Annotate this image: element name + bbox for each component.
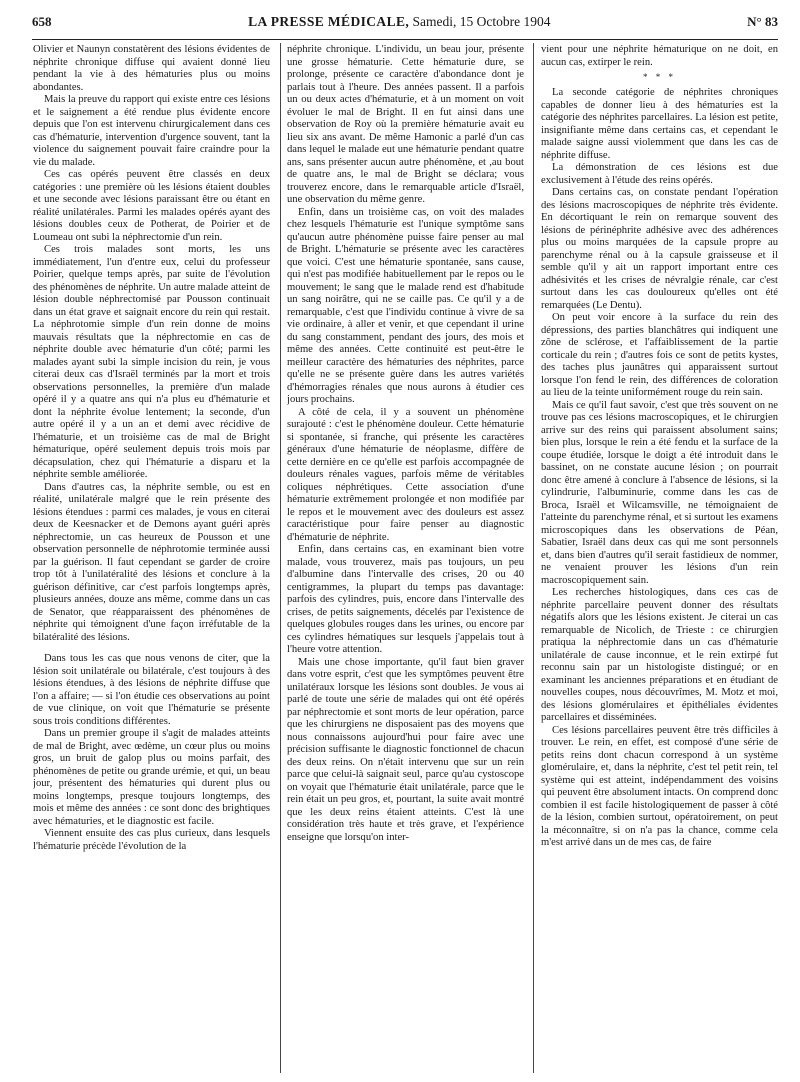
paragraph: Ces cas opérés peuvent être classés en deux catégories : une première où les lésions étaient doubles et une seconde avec lésions paraissant être ou étant en réalité unilatérales. Parmi les malades opérés ayant des lésions doubles ceux de Potherat, de Poirier et de Loumeau ont subi la néphrectomie d'un rein.	[33, 169, 270, 243]
section-separator: * * *	[643, 72, 676, 82]
paragraph: Les recherches histologiques, dans ces cas de néphrite parcellaire peuvent donner des résultats négatifs alors que les lésions existent. Je citerai un cas remarquable de Nicolich, de Trieste : ce chirurgien pratiqua la néphrectomie dans un cas d'hématurie unilatérale de cause inconnue, et le rein extirpé fut reconnu sain par un histologiste distingué; or en examinant les anciennes préparations et en étudiant de nouvelles coupes, nous découvrîmes, M. Motz et moi, des lésions glomérulaires et épithéliales évidentes parcellaires et disséminées.	[541, 587, 778, 723]
journal-name: LA PRESSE MÉDICALE,	[248, 14, 410, 29]
section-gap	[33, 644, 270, 653]
paragraph: Mais ce qu'il faut savoir, c'est que très souvent on ne trouve pas ces lésions macroscopiques, et le chirurgien arrive sur des reins qui paraissent absolument sains; bien plus, lorsque le rein a été fendu et la surface de la coupe étudiée, lorsque le doigt a été introduit dans le bassinet, on ne constate aucune lésion ; on pourrait donc être amené à conclure à l'absence de lésions, si la cylindrurie, l'albuminurie, comme dans les cas de Broca, Israël et Wilcamsville, ne témoignaient de l'atteinte du parenchyme rénal, et si surtout les examens microscopiques dans les observations de Péan, Sabatier, Israël dans deux cas qui me sont personnels et, dans bien d'autres qu'il serait fastidieux de nommer, ne venaient prouver les lésions d'un rein macroscopiquement sain.	[541, 399, 778, 586]
running-title	[248, 14, 550, 30]
page-header	[32, 14, 778, 38]
header-rule	[32, 39, 778, 40]
paragraph: La démonstration de ces lésions est due exclusivement à l'étude des reins opérés.	[541, 162, 778, 186]
paragraph: vient pour une néphrite hématurique on ne doit, en aucun cas, extirper le rein.	[541, 44, 778, 68]
paragraph: Enfin, dans un troisième cas, on voit des malades chez lesquels l'hématurie est l'unique symptôme sans qu'aucun autre phénomène puisse faire penser au mal de Bright. L'hématurie se présente avec les caractères que voici. C'est une hématurie spontanée, sans cause, qui n'est pas modifiée habituellement par le repos ou le mouvement; le sang que le malade rend est d'habitude un sang noirâtre, qui ne se caille pas. Ce qu'il y a de remarquable, c'est que l'individu continue à vivre de sa vie ordinaire, à aller et venir, et que cependant il urine du sang constamment, pendant des jours, des mois et même des années. Cette continuité est peut-être le meilleur caractère des hématuries des néphrites, parce qu'elle ne se présente guère dans les autres variétés d'hémorragies rénales que nous aurons à étudier ces jours prochains.	[287, 206, 524, 405]
column-divider	[533, 43, 534, 1073]
paragraph: La seconde catégorie de néphrites chroniques capables de donner lieu à des hématuries est la catégorie des néphrites parcellaires. La lésion est petite, insignifiante même dans certains cas, et cependant le malade saigne aussi violemment que dans les cas de néphrite diffuse.	[541, 87, 778, 161]
text-column-2	[287, 44, 524, 1076]
column-divider	[280, 43, 281, 1073]
paragraph: Mais la preuve du rapport qui existe entre ces lésions et le saignement a été rendue plus évidente encore depuis que l'on est intervenu chirurgicalement dans ces cas d'hématurie, intervention d'urgence souvent, tant la violence du saignement pouvait faire craindre pour la vie du malade.	[33, 94, 270, 168]
paragraph: néphrite chronique. L'individu, un beau jour, présente une grosse hématurie. Cette hématurie dure, se prolonge, présente ce caractère d'abondance dont je parlais tout à l'heure. Des années passent. Il a parfois un ou deux actes d'hématurie, et à un moment on voit évoluer le mal de Bright. Il en fut ainsi dans une observation de Roy où la première hématurie avait eu lieu six ans avant. De même Hamonic a parlé d'un cas dans lequel le malade eut une hématurie pendant quatre ans, sans présenter aucun autre phénomène, et ,au bout de quatre ans, le mal de Bright se déclara; vous trouverez encore, dans le remarquable article d'Israël, une observation du même genre.	[287, 44, 524, 205]
text-column-1	[33, 44, 270, 1076]
paragraph: Olivier et Naunyn constatèrent des lésions évidentes de néphrite chronique diffuse qui avaient donné lieu pendant la vie à des hématuries plus ou moins abondantes.	[33, 44, 270, 93]
paragraph: Ces lésions parcellaires peuvent être très difficiles à trouver. Le rein, en effet, est composé d'une série de petits reins dont chacun correspond à un système glomérulaire, et, dans la néphrite, c'est tel petit rein, tel système qui est atteint, indépendamment des voisins qui peuvent être absolument intacts. On comprend donc combien il est facile histologiquement de passer à côté de la lésion, combien surtout, opératoirement, on peut la méconnaître, si on n'a pas la chance, comme cela m'est arrivé dans un de mes cas, de faire	[541, 724, 778, 848]
paragraph: Viennent ensuite des cas plus curieux, dans lesquels l'hématurie précède l'évolution de la	[33, 828, 270, 852]
paragraph: A côté de cela, il y a souvent un phénomène surajouté : c'est le phénomène douleur. Cette hématurie si spontanée, si franche, qui présente les caractères généraux d'une hématurie de néoplasme, diffère de cette dernière en ce qu'elle est parfois accompagnée de douleurs rénales vagues, parfois même de véritables coliques néphrétiques. Cette association d'une hématurie extrêmement prolongée et non modifiée par le repos et le mouvement avec des douleurs est assez caractéristique pour faire penser au diagnostic d'hématurie de néphrite.	[287, 406, 524, 543]
text-column-3	[541, 44, 778, 1076]
issue-date: Samedi, 15 Octobre 1904	[412, 14, 551, 29]
page-number: 658	[32, 14, 52, 29]
paragraph: Ces trois malades sont morts, les uns immédiatement, l'un d'entre eux, celui du professeur Poirier, quelque temps après, par suite de l'évolution des phénomènes de néphrite. Un autre malade atteint de lésion double néphrectomisé par Pousson continuait dans un état grave et saignait encore du rein qui restait. La néphrotomie simple d'un rein donne de moins mauvais résultats que la néphrectomie en cas de néphrite double avec hématurie d'un côté; parmi les malades ayant subi la simple incision du rein, je vous citerai deux cas d'Israël terminés par la mort et trois observations personnelles, la première d'un malade opéré il y a quatre ans qui n'a plus eu d'hématurie et dont la néphrite évolue lentement; la seconde, d'un autre opéré il y a un an et demi avec récidive de l'hématurie, et un troisième cas de mal de Bright hématurique, opéré seulement depuis trois mois par décapsulation, chez qui l'hématurie a disparu et la néphrite semble améliorée.	[33, 244, 270, 480]
paragraph: Enfin, dans certains cas, en examinant bien votre malade, vous trouverez, mais pas toujours, un peu d'albumine dans l'intervalle des crises, 20 ou 40 centigrammes, la plupart du temps pas davantage: parfois des cylindres, puis, encore dans l'intervalle des crises, de petits saignements, décelés par l'existence de quelques globules rouges dans les urines, ou encore par ces cylindres hématiques sur lesquels j'appelais tout à l'heure votre attention.	[287, 544, 524, 655]
paragraph: Dans tous les cas que nous venons de citer, que la lésion soit unilatérale ou bilatérale, c'est toujours à des lésions étendues, à des lésions de néphrite diffuse que l'on a affaire; — si l'on étudie ces observations au point de vue clinique, on voit que l'hématurie se présente sous trois conditions différentes.	[33, 653, 270, 727]
paragraph: Dans un premier groupe il s'agit de malades atteints de mal de Bright, avec œdème, un cœur plus ou moins gros, un bruit de galop plus ou moins parfait, des phénomènes de petite ou grande urémie, et qui, un beau jour, présentent des hématuries qui durent plus ou moins longtemps, presque toujours longtemps, des mois et même des années : ce sont donc des brightiques avec hématuries, et le diagnostic est facile.	[33, 728, 270, 827]
issue-number: N° 83	[747, 14, 778, 29]
paragraph: On peut voir encore à la surface du rein des dépressions, des parties blanchâtres qui indiquent une zône de sclérose, et l'affaiblissement de la partie corticale du rein ; d'autres fois ce sont de petits kystes, des taches plus jaunâtres qui apparaissent surtout lorsque l'on fend le rein, des différences de coloration au lieu de la teinte uniformément rouge du rein sain.	[541, 312, 778, 398]
paragraph: Dans certains cas, on constate pendant l'opération des lésions macroscopiques de néphrite très évidente. En décortiquant le rein on remarque souvent des lésions de périnéphrite adhésive avec des adhérences plus ou moins marquées de la capsule propre au parenchyme rénal ou à la capsule graisseuse et il semble qu'il y ait un rapport important entre ces adhésivités et les crises de névralgie rénale, car c'est surtout dans les cas douloureux qu'elles ont été remarquées (Le Dentu).	[541, 187, 778, 311]
paragraph: Mais une chose importante, qu'il faut bien graver dans votre esprit, c'est que les symptômes peuvent être unilatéraux lorsque les lésions sont doubles. Je vous ai parlé de toute une série de malades qui ont été opérés par néphrectomie et sont morts de leur opération, parce que les chirurgiens ne disposaient pas des moyens que nous connaissons aujourd'hui pour faire avec une précision suffisante le diagnostic fonctionnel de chacun des deux reins. On n'était intervenu que sur un rein parce que celui-là saignait seul, parce qu'au cystoscope on voyait que l'hématurie était unilatérale, parce que le rein était un peu gros, et, pourtant, la suite avait montré que les deux reins étaient atteints. C'est là une considération très haute et très grave, et l'expérience enseigne que lorsqu'on inter-	[287, 656, 524, 843]
paragraph: Dans d'autres cas, la néphrite semble, ou est en réalité, unilatérale malgré que le rein présente des lésions étendues : parmi ces malades, je vous en citerai deux de Keesnacker et de Demons ayant guéri après néphrectomie, un cas heureux de Pousson et une observation personnelle de néphrotomie terminée aussi par la guérison. Il faut cependant se garder de croire trop tôt à l'unilatéralité des lésions et conclure à la guérison définitive, car c'est parfois longtemps après, plusieurs années, douze ans même, comme dans un cas de Senator, que réapparaissent des phénomènes de néphrite qui témoignent d'une façon irréfutable de la bilatéralité des lésions.	[33, 481, 270, 643]
